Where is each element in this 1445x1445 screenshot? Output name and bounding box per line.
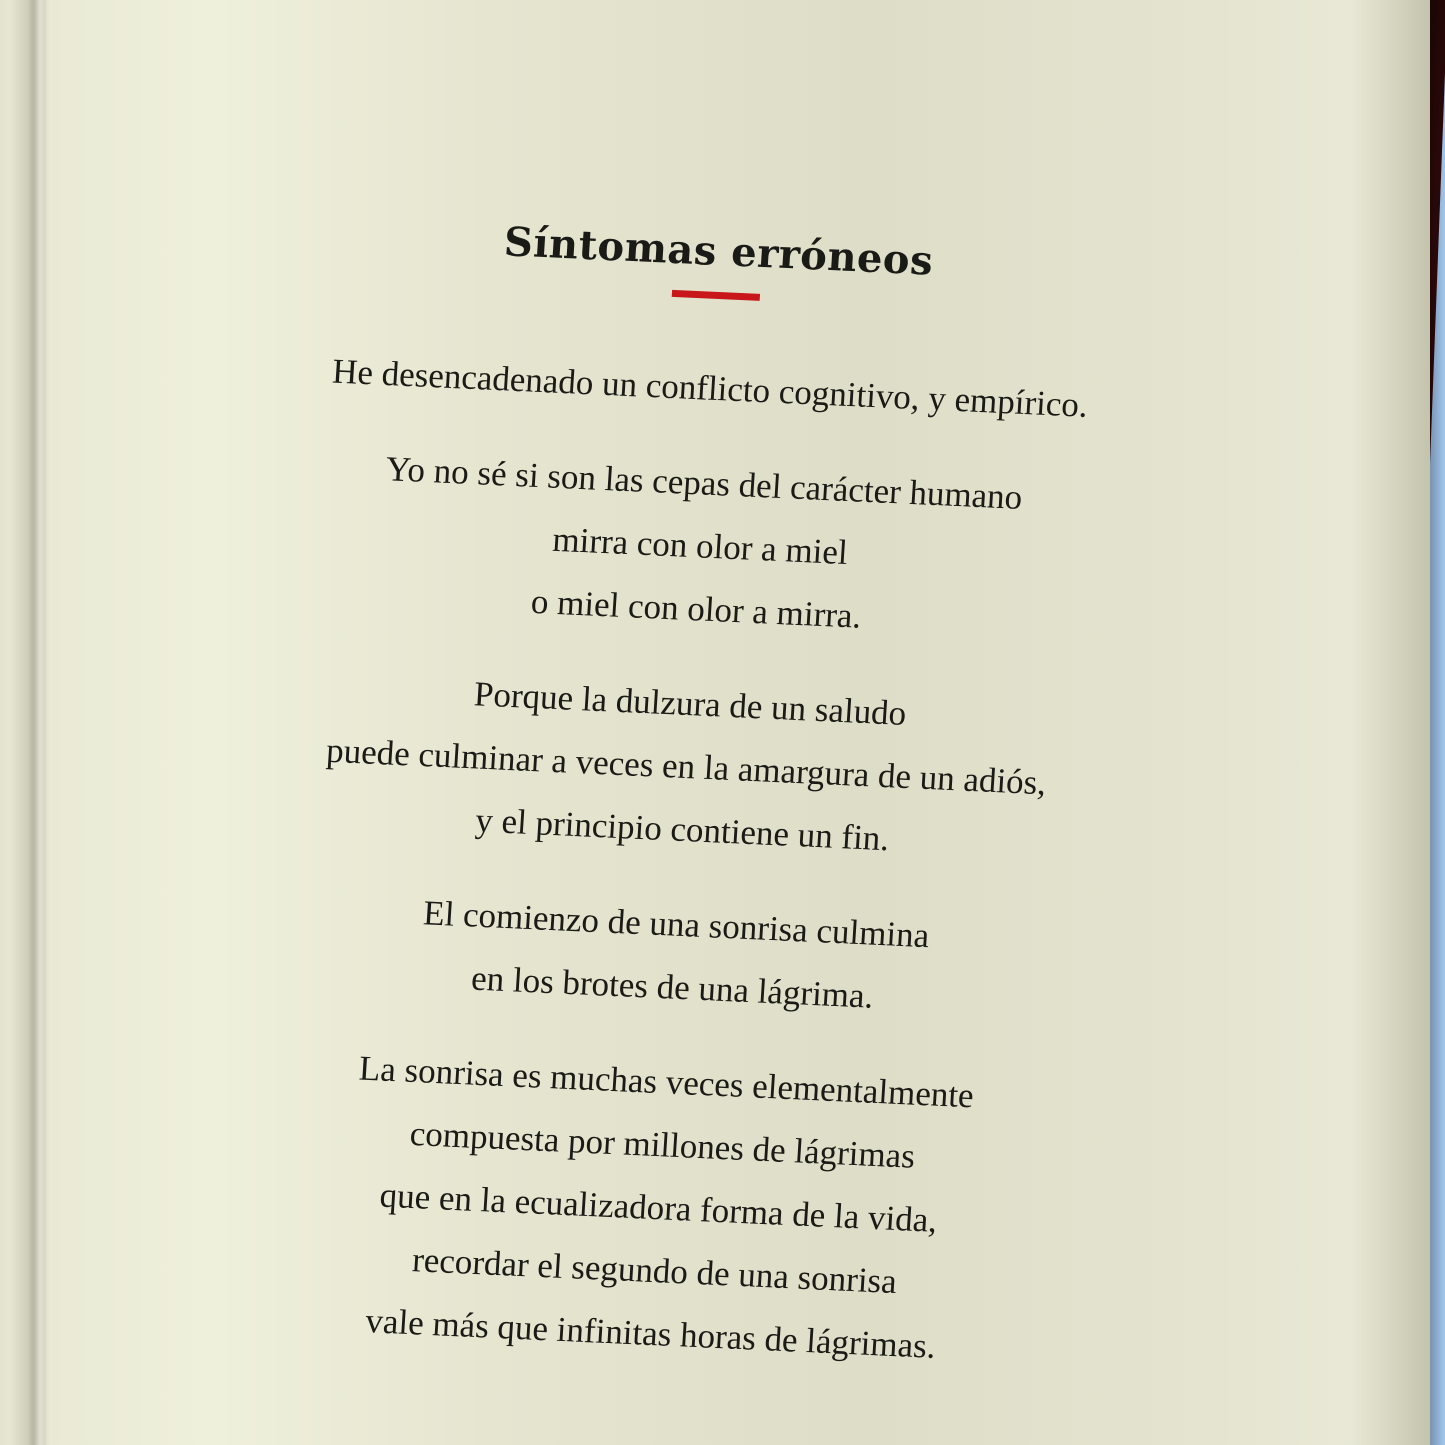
poem-line: o miel con olor a mirra.	[529, 581, 863, 636]
poem-title: Síntomas erróneos	[502, 218, 935, 285]
poem-line: El comienzo de una sonrisa culmina	[422, 893, 931, 956]
poem-line: puede culminar a veces en la amargura de un adiós,	[325, 730, 1048, 803]
stanza	[289, 338, 1132, 439]
poem-content	[227, 211, 1140, 1416]
stanza	[261, 653, 1112, 880]
poem-line: vale más que infinitas horas de lágrimas.	[364, 1301, 937, 1366]
poem-body	[229, 338, 1132, 1384]
page-gutter	[28, 0, 46, 1445]
poem-line: en los brotes de una lágrima.	[470, 958, 875, 1016]
poem-line: mirra con olor a miel	[551, 519, 849, 573]
title-underline	[672, 290, 760, 301]
stanza	[229, 1031, 1088, 1384]
poem-line: y el principio contiene un fin.	[474, 800, 891, 859]
poem-line: Porque la dulzura de un saludo	[472, 674, 908, 733]
stanza	[275, 433, 1126, 660]
stanza	[251, 874, 1098, 1038]
poem-line: He desencadenado un conflicto cognitivo, y empírico.	[331, 351, 1089, 425]
poem-line: Yo no sé si son las cepas del carácter humano	[384, 449, 1024, 517]
poem-line: que en la ecualizadora forma de la vida,	[378, 1175, 939, 1240]
poem-line: La sonrisa es muchas veces elementalmente	[357, 1048, 975, 1116]
poem-line: compuesta por millones de lágrimas	[408, 1113, 917, 1176]
poem-line: recordar el segundo de una sonrisa	[411, 1240, 898, 1302]
